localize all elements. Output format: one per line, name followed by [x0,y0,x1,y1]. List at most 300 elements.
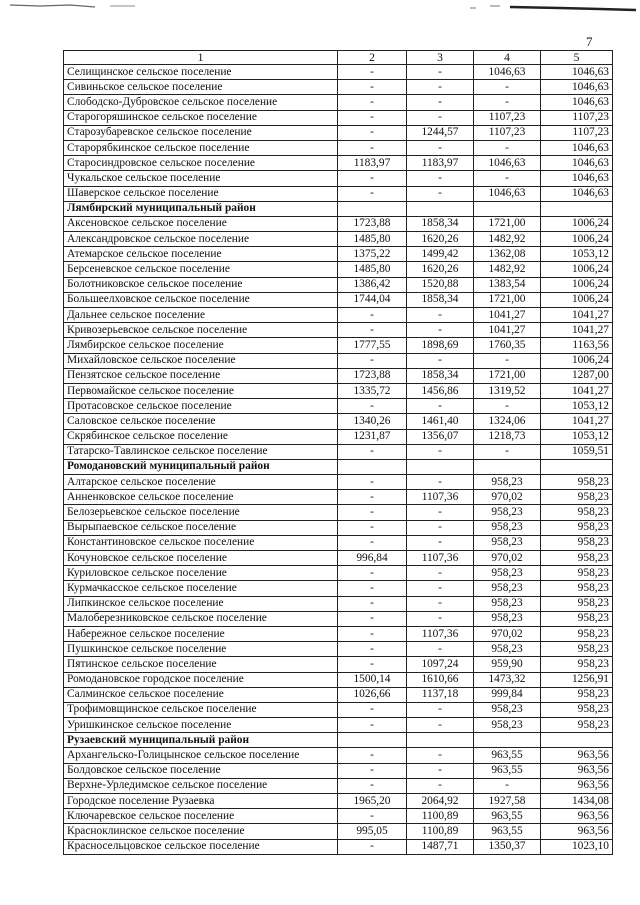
column-number-header [64,51,613,65]
table-row [64,809,613,824]
table-row [64,475,613,490]
value-col-5: 1434,08 [541,794,613,809]
settlement-name: Верхне-Урледимское сельское поселение [64,778,338,793]
district-section-row [64,459,613,474]
value-col-4: 1721,00 [474,368,541,383]
value-col-2: 1723,88 [338,368,407,383]
table-row [64,718,613,733]
value-col-4: 1107,23 [474,110,541,125]
value-col-3: 1107,36 [407,490,474,505]
settlement-name: Болдовское сельское поселение [64,763,338,778]
table-row [64,110,613,125]
value-col-4: - [474,80,541,95]
value-col-3: 1356,07 [407,429,474,444]
settlement-name: Слободско-Дубровское сельское поселение [64,95,338,110]
value-col-4: 1383,54 [474,277,541,292]
value-col-2: - [338,611,407,626]
value-col-2: 995,05 [338,824,407,839]
table-body [64,51,613,855]
value-col-2: - [338,95,407,110]
settlement-name: Лямбирское сельское поселение [64,338,338,353]
settlement-name: Селищинское сельское поселение [64,65,338,80]
value-col-2: 1026,66 [338,687,407,702]
value-col-4: 958,23 [474,566,541,581]
settlement-name: Алтарское сельское поселение [64,475,338,490]
value-col-2: 1375,22 [338,247,407,262]
value-col-4: 970,02 [474,626,541,641]
value-col-4: 958,23 [474,535,541,550]
column-header: 2 [338,51,407,65]
value-col-3: - [407,323,474,338]
settlement-name: Кривозерьевское сельское поселение [64,323,338,338]
table-row [64,262,613,277]
value-col-2: - [338,778,407,793]
settlement-name: Городское поселение Рузаевка [64,794,338,809]
value-col-4: 1473,32 [474,672,541,687]
value-col-5: 963,56 [541,824,613,839]
empty-cell [474,733,541,748]
value-col-4: 958,23 [474,581,541,596]
value-col-4: - [474,399,541,414]
table-row [64,702,613,717]
table-row [64,65,613,80]
value-col-2: - [338,839,407,854]
settlement-name: Шаверское сельское поселение [64,186,338,201]
value-col-2: - [338,626,407,641]
value-col-2: - [338,809,407,824]
column-header: 3 [407,51,474,65]
value-col-3: 1520,88 [407,277,474,292]
settlement-name: Красносельцовское сельское поселение [64,839,338,854]
table-row [64,490,613,505]
value-col-3: - [407,95,474,110]
settlement-name: Архангельско-Голицынское сельское поселение [64,748,338,763]
settlement-name: Протасовское сельское поселение [64,399,338,414]
value-col-3: 1244,57 [407,125,474,140]
value-col-5: 958,23 [541,535,613,550]
value-col-3: - [407,748,474,763]
value-col-4: 1482,92 [474,262,541,277]
table-row [64,581,613,596]
value-col-5: 1006,24 [541,292,613,307]
value-col-3: - [407,399,474,414]
empty-cell [338,459,407,474]
value-col-4: 958,23 [474,702,541,717]
settlement-name: Старогоряшинское сельское поселение [64,110,338,125]
table-row [64,505,613,520]
value-col-5: 958,23 [541,702,613,717]
value-col-2: - [338,444,407,459]
value-col-3: - [407,353,474,368]
settlement-name: Михайловское сельское поселение [64,353,338,368]
value-col-5: 958,23 [541,520,613,535]
table-row [64,566,613,581]
column-header: 4 [474,51,541,65]
value-col-4: 1319,52 [474,383,541,398]
table-row [64,277,613,292]
value-col-4: 963,55 [474,809,541,824]
district-name: Рузаевский муниципальный район [64,733,338,748]
value-col-4: 970,02 [474,490,541,505]
value-col-2: - [338,642,407,657]
value-col-3: - [407,778,474,793]
settlement-name: Белозерьевское сельское поселение [64,505,338,520]
value-col-3: 1499,42 [407,247,474,262]
value-col-2: - [338,702,407,717]
value-col-2: - [338,186,407,201]
settlement-name: Чукальское сельское поселение [64,171,338,186]
table-row [64,353,613,368]
table-row [64,763,613,778]
value-col-2: 1744,04 [338,292,407,307]
value-col-5: 963,56 [541,748,613,763]
value-col-5: 1041,27 [541,414,613,429]
value-col-4: 999,84 [474,687,541,702]
table-row [64,171,613,186]
value-col-2: - [338,763,407,778]
district-name: Лямбирский муниципальный район [64,201,338,216]
table-row [64,216,613,231]
table-row [64,338,613,353]
settlement-name: Старорябкинское сельское поселение [64,140,338,155]
table-row [64,186,613,201]
value-col-3: 1858,34 [407,292,474,307]
value-col-2: - [338,718,407,733]
page-number: 7 [586,34,593,49]
settlement-name: Куриловское сельское поселение [64,566,338,581]
table-row [64,323,613,338]
value-col-4: 1721,00 [474,292,541,307]
value-col-5: 1287,00 [541,368,613,383]
value-col-3: 1620,26 [407,262,474,277]
settlement-name: Пензятское сельское поселение [64,368,338,383]
value-col-4: 958,23 [474,520,541,535]
table-row [64,292,613,307]
value-col-4: 1046,63 [474,65,541,80]
value-col-4: 1760,35 [474,338,541,353]
table-row [64,140,613,155]
table-row [64,824,613,839]
value-col-5: 958,23 [541,642,613,657]
value-col-5: 1046,63 [541,186,613,201]
settlement-name: Липкинское сельское поселение [64,596,338,611]
value-col-3: 1461,40 [407,414,474,429]
settlement-name: Дальнее сельское поселение [64,308,338,323]
table-row [64,383,613,398]
empty-cell [541,733,613,748]
value-col-5: 1107,23 [541,125,613,140]
value-col-3: - [407,186,474,201]
value-col-4: 970,02 [474,551,541,566]
value-col-5: 1046,63 [541,156,613,171]
value-col-4: 958,23 [474,596,541,611]
value-col-3: - [407,308,474,323]
table-row [64,414,613,429]
settlement-name: Татарско-Тавлинское сельское поселение [64,444,338,459]
value-col-4: 963,55 [474,748,541,763]
value-col-2: 1231,87 [338,429,407,444]
value-col-4: 1107,23 [474,125,541,140]
value-col-4: 1482,92 [474,232,541,247]
value-col-3: - [407,505,474,520]
value-col-3: - [407,171,474,186]
value-col-5: 1046,63 [541,140,613,155]
value-col-2: 1386,42 [338,277,407,292]
settlement-name: Малоберезниковское сельское поселение [64,611,338,626]
table-row [64,657,613,672]
value-col-5: 958,23 [541,475,613,490]
value-col-2: - [338,125,407,140]
value-col-5: 1041,27 [541,383,613,398]
value-col-5: 958,23 [541,611,613,626]
value-col-3: 1858,34 [407,368,474,383]
settlement-name: Курмачкасское сельское поселение [64,581,338,596]
value-col-5: 958,23 [541,490,613,505]
value-col-5: 1041,27 [541,308,613,323]
value-col-2: - [338,657,407,672]
table-row [64,839,613,854]
value-col-5: 963,56 [541,809,613,824]
empty-cell [541,459,613,474]
value-col-5: 958,23 [541,505,613,520]
scan-artifact-top-edge [0,0,640,18]
district-section-row [64,201,613,216]
table-row [64,125,613,140]
settlement-name: Берсеневское сельское поселение [64,262,338,277]
value-col-2: - [338,520,407,535]
value-col-3: - [407,80,474,95]
value-col-5: 1046,63 [541,80,613,95]
value-col-3: 1100,89 [407,824,474,839]
district-section-row [64,733,613,748]
value-col-4: - [474,140,541,155]
value-col-5: 1006,24 [541,353,613,368]
value-col-4: 1041,27 [474,308,541,323]
value-col-2: 1485,80 [338,232,407,247]
value-col-5: 1006,24 [541,277,613,292]
value-col-5: 1006,24 [541,262,613,277]
table-row [64,444,613,459]
value-col-4: 958,23 [474,505,541,520]
empty-cell [407,733,474,748]
value-col-4: 1218,73 [474,429,541,444]
value-col-5: 1256,91 [541,672,613,687]
table-row [64,794,613,809]
settlement-name: Большеелховское сельское поселение [64,292,338,307]
value-col-5: 958,23 [541,596,613,611]
settlement-name: Красноклинское сельское поселение [64,824,338,839]
empty-cell [474,201,541,216]
value-col-2: - [338,566,407,581]
table-row [64,247,613,262]
table-row [64,626,613,641]
value-col-2: 1340,26 [338,414,407,429]
value-col-2: - [338,110,407,125]
value-col-2: - [338,535,407,550]
settlement-name: Саловское сельское поселение [64,414,338,429]
settlement-name: Константиновское сельское поселение [64,535,338,550]
value-col-3: 1858,34 [407,216,474,231]
value-col-2: 1335,72 [338,383,407,398]
value-col-2: 1965,20 [338,794,407,809]
value-col-5: 1046,63 [541,65,613,80]
table-row [64,520,613,535]
value-col-5: 963,56 [541,763,613,778]
settlement-name: Старосиндровское сельское поселение [64,156,338,171]
table-row [64,748,613,763]
value-col-2: 1777,55 [338,338,407,353]
value-col-3: 1097,24 [407,657,474,672]
empty-cell [541,201,613,216]
empty-cell [474,459,541,474]
value-col-5: 1046,63 [541,171,613,186]
value-col-5: 1059,51 [541,444,613,459]
value-col-3: 1610,66 [407,672,474,687]
settlement-name: Пушкинское сельское поселение [64,642,338,657]
value-col-4: 1041,27 [474,323,541,338]
value-col-3: 1137,18 [407,687,474,702]
value-col-2: 1500,14 [338,672,407,687]
value-col-5: 1023,10 [541,839,613,854]
district-name: Ромодановский муниципальный район [64,459,338,474]
value-col-3: 1107,36 [407,626,474,641]
value-col-3: - [407,702,474,717]
value-col-4: 963,55 [474,824,541,839]
value-col-3: - [407,642,474,657]
value-col-3: - [407,763,474,778]
value-col-5: 1041,27 [541,323,613,338]
settlement-name: Аксеновское сельское поселение [64,216,338,231]
value-col-2: - [338,475,407,490]
table-row [64,399,613,414]
settlement-name: Атемарское сельское поселение [64,247,338,262]
value-col-2: - [338,353,407,368]
value-col-3: - [407,718,474,733]
value-col-4: 1362,08 [474,247,541,262]
value-col-4: 1046,63 [474,156,541,171]
value-col-5: 1053,12 [541,429,613,444]
table-row [64,642,613,657]
settlement-name: Старозубаревское сельское поселение [64,125,338,140]
value-col-3: - [407,535,474,550]
value-col-4: 1046,63 [474,186,541,201]
value-col-3: - [407,140,474,155]
value-col-2: - [338,505,407,520]
value-col-5: 1107,23 [541,110,613,125]
value-col-3: - [407,444,474,459]
value-col-5: 958,23 [541,718,613,733]
value-col-4: 958,23 [474,611,541,626]
value-col-4: 963,55 [474,763,541,778]
column-header: 1 [64,51,338,65]
value-col-4: 1350,37 [474,839,541,854]
table-row [64,232,613,247]
value-col-3: 2064,92 [407,794,474,809]
value-col-3: - [407,520,474,535]
value-col-4: - [474,444,541,459]
value-col-3: 1898,69 [407,338,474,353]
value-col-2: - [338,323,407,338]
value-col-4: - [474,171,541,186]
table-row [64,429,613,444]
empty-cell [407,201,474,216]
value-col-2: - [338,581,407,596]
table-row [64,778,613,793]
value-col-2: - [338,171,407,186]
value-col-5: 958,23 [541,626,613,641]
value-col-3: - [407,65,474,80]
settlement-name: Сивиньское сельское поселение [64,80,338,95]
value-col-3: - [407,611,474,626]
settlement-name: Вырыпаевское сельское поселение [64,520,338,535]
settlement-name: Салминское сельское поселение [64,687,338,702]
value-col-3: 1456,86 [407,383,474,398]
value-col-5: 1163,56 [541,338,613,353]
value-col-5: 1006,24 [541,216,613,231]
value-col-2: 1183,97 [338,156,407,171]
settlement-name: Первомайское сельское поселение [64,383,338,398]
value-col-2: - [338,596,407,611]
table-row [64,368,613,383]
value-col-3: - [407,566,474,581]
value-col-2: - [338,140,407,155]
settlement-name: Кочуновское сельское поселение [64,551,338,566]
table-row [64,80,613,95]
value-col-3: 1100,89 [407,809,474,824]
value-col-3: 1487,71 [407,839,474,854]
value-col-3: 1107,36 [407,551,474,566]
value-col-4: - [474,95,541,110]
tariff-table [63,50,613,855]
value-col-4: 958,23 [474,718,541,733]
value-col-5: 963,56 [541,778,613,793]
value-col-2: 1723,88 [338,216,407,231]
table-row [64,672,613,687]
table-row [64,687,613,702]
value-col-4: - [474,353,541,368]
value-col-3: - [407,596,474,611]
value-col-4: 1927,58 [474,794,541,809]
table-row [64,95,613,110]
value-col-3: - [407,110,474,125]
value-col-5: 1046,63 [541,95,613,110]
settlement-name: Ромодановское городское поселение [64,672,338,687]
settlement-name: Набережное сельское поселение [64,626,338,641]
value-col-2: 996,84 [338,551,407,566]
value-col-4: 958,23 [474,642,541,657]
value-col-5: 958,23 [541,566,613,581]
empty-cell [338,733,407,748]
settlement-name: Болотниковское сельское поселение [64,277,338,292]
settlement-name: Ключаревское сельское поселение [64,809,338,824]
value-col-5: 1053,12 [541,247,613,262]
table-row [64,535,613,550]
value-col-5: 958,23 [541,581,613,596]
value-col-3: 1620,26 [407,232,474,247]
settlement-name: Трофимовщинское сельское поселение [64,702,338,717]
value-col-5: 958,23 [541,687,613,702]
value-col-4: 959,90 [474,657,541,672]
settlement-name: Анненковское сельское поселение [64,490,338,505]
value-col-2: - [338,308,407,323]
settlement-name: Уришкинское сельское поселение [64,718,338,733]
value-col-5: 958,23 [541,657,613,672]
value-col-3: - [407,581,474,596]
value-col-5: 1053,12 [541,399,613,414]
table-row [64,596,613,611]
value-col-4: - [474,778,541,793]
value-col-3: 1183,97 [407,156,474,171]
